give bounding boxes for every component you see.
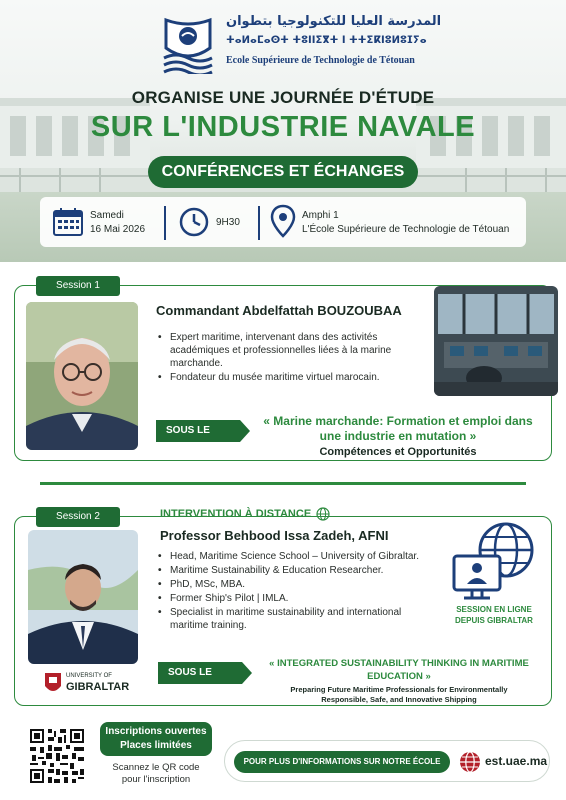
registration-line: Inscriptions ouvertes <box>105 726 207 737</box>
session1-tag: Session 1 <box>36 276 120 296</box>
online-session-line: DEPUIS GIBRALTAR <box>455 616 533 625</box>
location-pin-icon <box>270 204 296 238</box>
ship-bridge-photo <box>434 286 558 396</box>
school-name-tifinagh: ⵜⴰⵍⴰⵎⴰⵙⵜ ⵜⵓⵏⵏⵉⴳⵜ ⵏ ⵜⵜⵉⴽⵏⵓⵍⵓⵊⵢⴰ <box>226 35 427 46</box>
more-info-pill: POUR PLUS D'INFORMATIONS SUR NOTRE ÉCOLE <box>234 751 450 773</box>
speaker1-bio-item: • Fondateur du musée maritime virtuel marocain. <box>158 371 428 384</box>
session1-talk-title-line: « Marine marchande: Formation et emploi dans <box>263 414 533 428</box>
event-date: 16 Mai 2026 <box>90 224 146 235</box>
university-label-big: GIBRALTAR <box>66 681 130 693</box>
session2-talk-subtitle <box>252 685 546 705</box>
globe-icon <box>316 507 330 521</box>
speaker2-bio-item: • Specialist in maritime sustainability and international maritime training. <box>158 606 440 632</box>
venue-place: L'École Supérieure de Technologie de Tétouan <box>302 224 510 235</box>
school-name-arabic: المدرسة العليا للتكنولوجيا بتطوان <box>226 14 442 29</box>
scan-line: pour l'inscription <box>121 774 191 785</box>
organise-heading: ORGANISE UNE JOURNÉE D'ÉTUDE <box>131 88 435 107</box>
web-globe-icon <box>459 751 481 773</box>
clock-icon <box>178 206 210 238</box>
speaker2-name: Professor Behbood Issa Zadeh, AFNI <box>160 528 389 543</box>
speaker1-photo <box>26 302 138 450</box>
online-session-label <box>444 604 544 626</box>
speaker1-name: Commandant Abdelfattah BOUZOUBAA <box>156 303 402 318</box>
registration-open-badge <box>100 722 212 756</box>
session2-talk-title-line: « INTEGRATED SUSTAINABILITY THINKING IN MARITIME <box>269 658 529 669</box>
venue-room: Amphi 1 <box>302 210 339 221</box>
session2-title-tag: SOUS LE TITRE <box>158 662 242 684</box>
main-title: SUR L'INDUSTRIE NAVALE <box>90 111 476 143</box>
session1-talk-title <box>252 414 544 444</box>
info-separator <box>258 206 260 240</box>
session1-talk-subtitle: Compétences et Opportunités <box>319 446 477 458</box>
session2-tag: Session 2 <box>36 507 120 527</box>
website-link[interactable]: est.uae.ma <box>485 754 548 768</box>
session1-title-tag: SOUS LE TITRE <box>156 420 240 442</box>
school-name-french: Ecole Supérieure de Technologie de Tétouan <box>226 55 415 66</box>
remote-intervention-label: INTERVENTION À DISTANCE <box>160 508 312 520</box>
event-day: Samedi <box>90 210 124 221</box>
event-time: 9H30 <box>216 217 240 228</box>
section-divider <box>40 482 526 485</box>
scan-line: Scannez le QR code <box>112 762 200 773</box>
university-crest-icon <box>44 672 62 696</box>
scan-instructions <box>100 762 212 786</box>
speaker2-bio-item: • Head, Maritime Science School – University of Gibraltar. <box>158 550 440 563</box>
calendar-icon <box>52 206 84 238</box>
session2-talk-title-line: EDUCATION » <box>367 671 431 682</box>
session2-talk-title <box>252 657 546 683</box>
speaker2-bio-item: • PhD, MSc, MBA. <box>158 578 440 591</box>
speaker2-photo <box>28 530 138 664</box>
qr-code-icon[interactable] <box>28 727 86 785</box>
session1-talk-title-line: une industrie en mutation » <box>319 429 477 443</box>
speaker1-bio-list <box>158 331 428 385</box>
online-session-icon <box>442 520 542 602</box>
speaker2-bio-list <box>158 550 440 633</box>
registration-line: Places limitées <box>120 740 192 751</box>
session2-talk-subtitle-line: Responsible, Safe, and Innovative Shipping <box>321 695 477 704</box>
speaker2-bio-item: • Former Ship's Pilot | IMLA. <box>158 592 440 605</box>
online-session-line: SESSION EN LIGNE <box>456 605 532 614</box>
speaker1-bio-item: • Expert maritime, intervenant dans des activités académiques et professionnelles liées à la marine marchande. <box>158 331 428 370</box>
school-logo-icon <box>158 14 218 74</box>
session2-talk-subtitle-line: Preparing Future Maritime Professionals for Environmentally <box>290 685 508 694</box>
info-separator <box>164 206 166 240</box>
conferences-pill: CONFÉRENCES ET ÉCHANGES <box>148 156 418 188</box>
university-label-small: UNIVERSITY OF <box>66 673 112 679</box>
speaker2-bio-item: • Maritime Sustainability & Education Researcher. <box>158 564 440 577</box>
